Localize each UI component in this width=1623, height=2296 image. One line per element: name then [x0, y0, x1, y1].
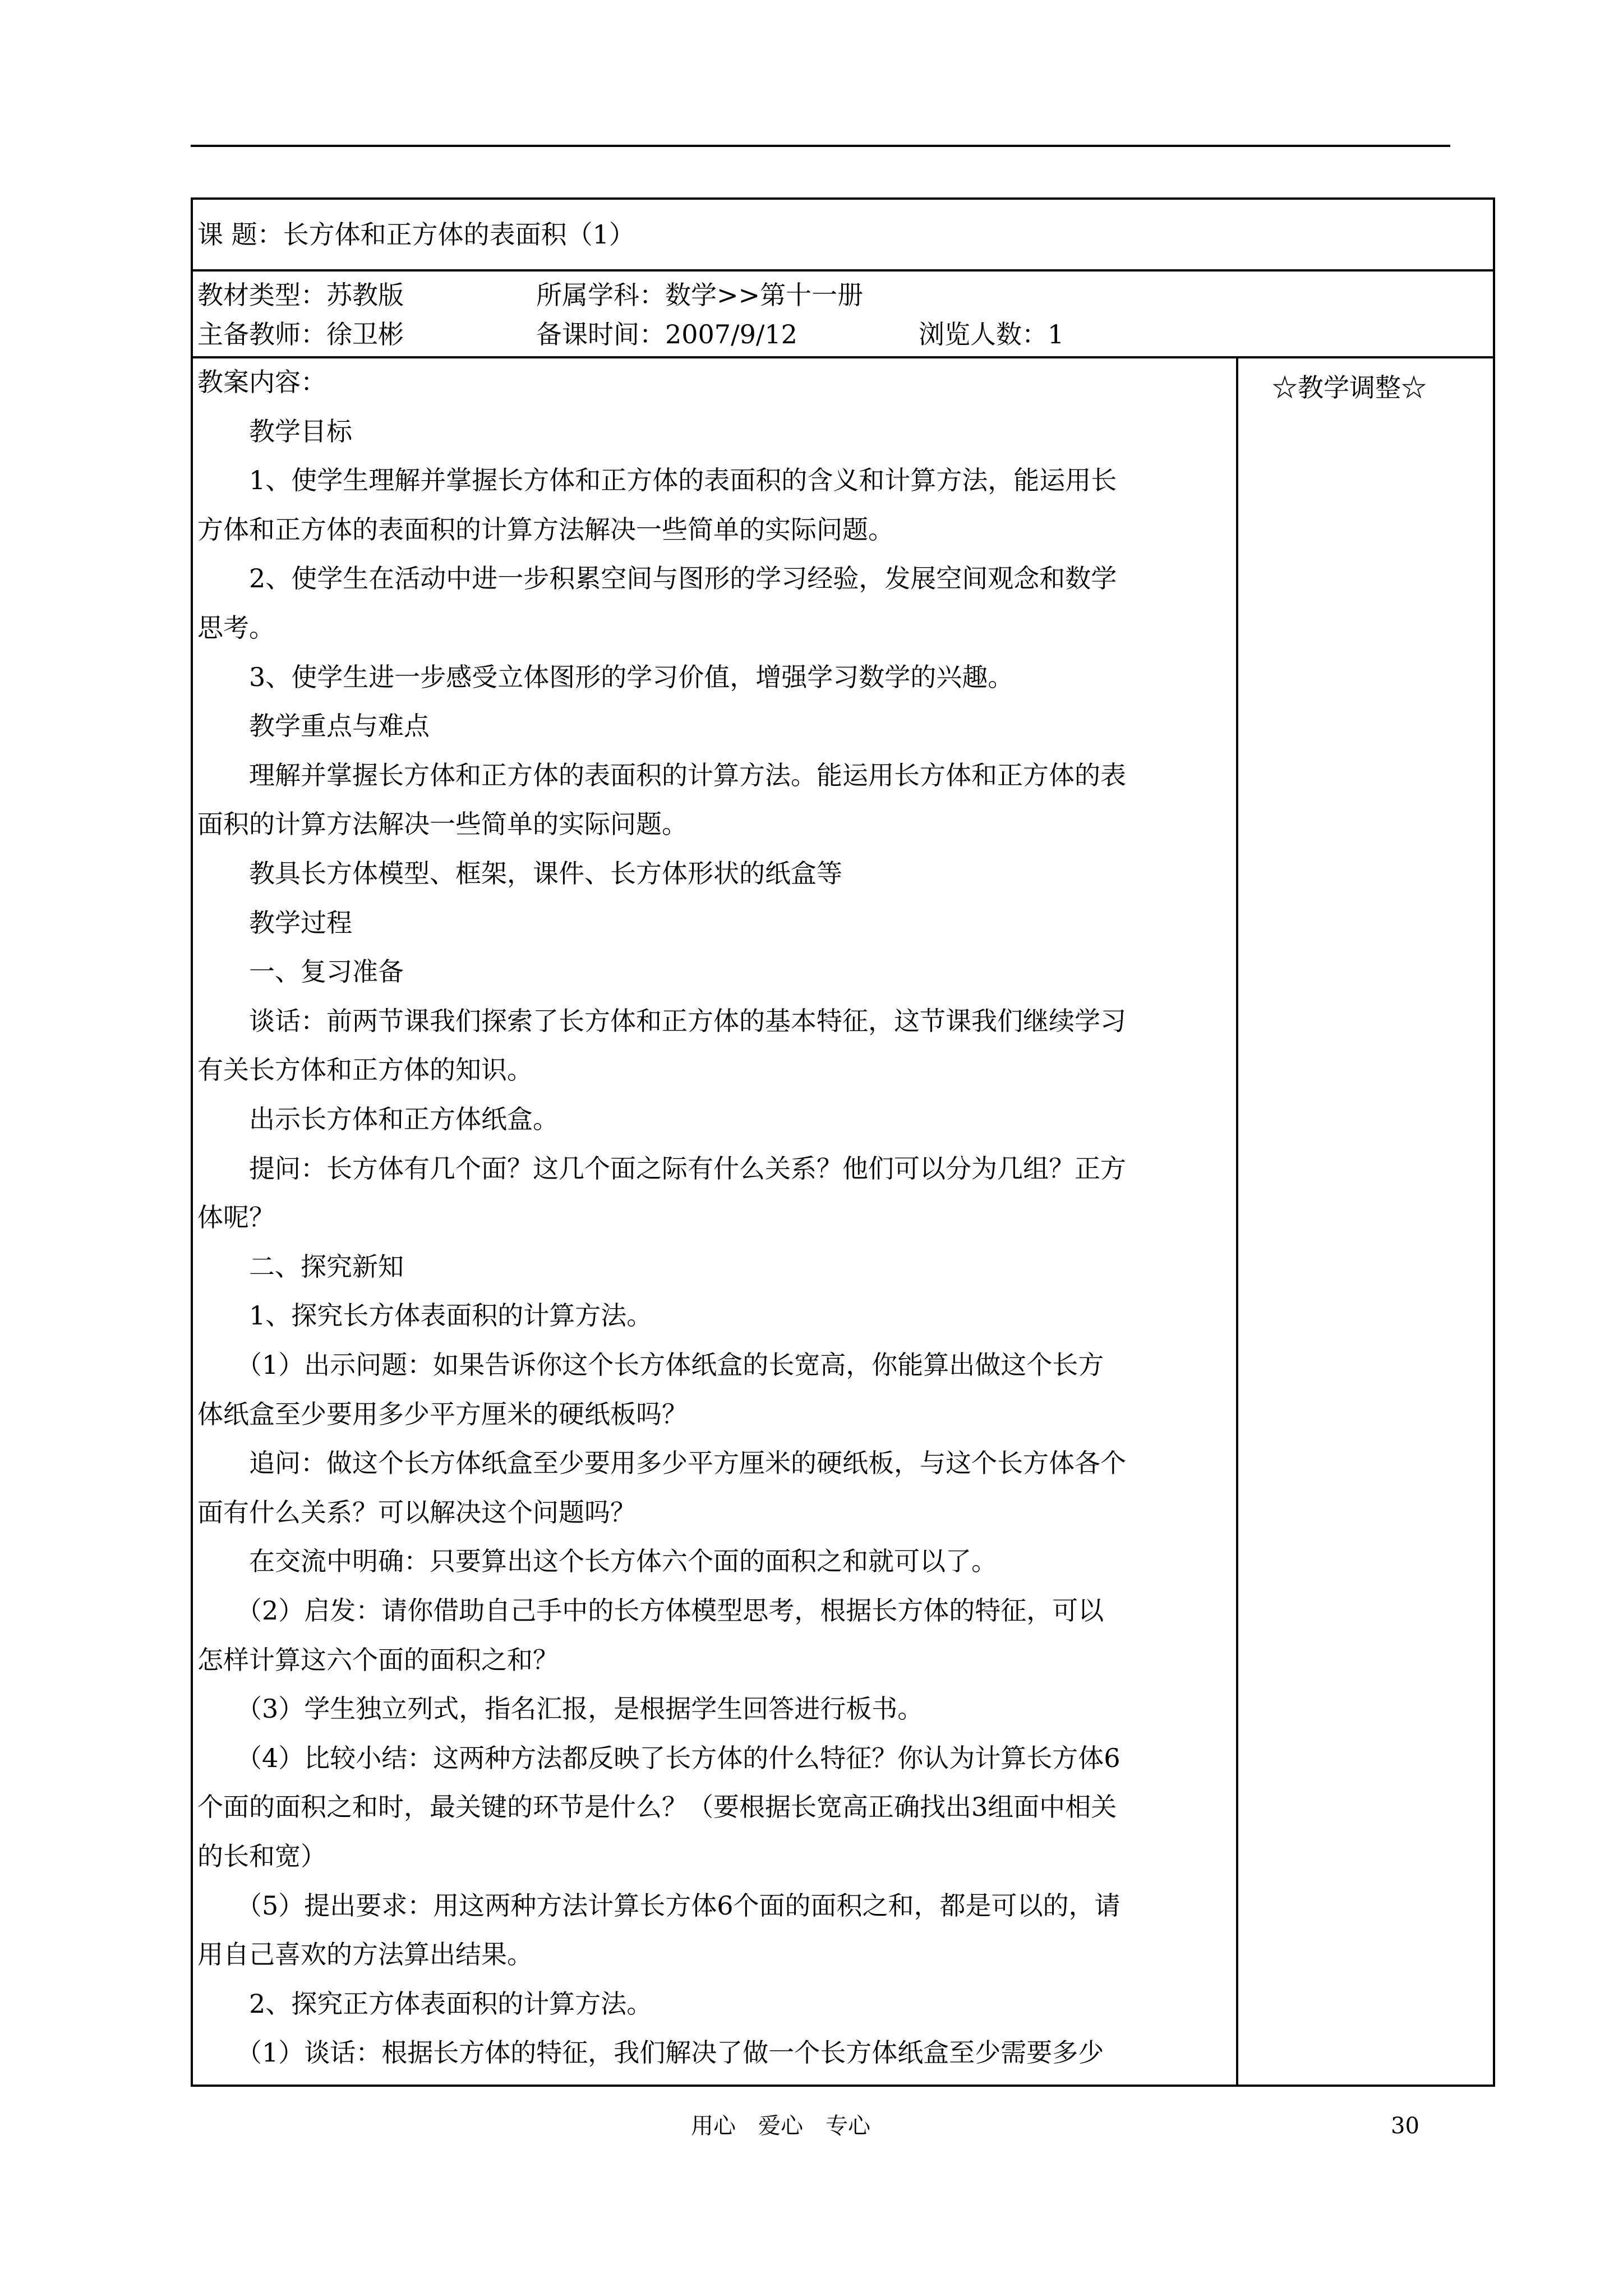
- content-line: 思考。: [197, 613, 275, 643]
- lesson-content: [193, 358, 1238, 2085]
- content-line: 3、使学生进一步感受立体图形的学习价值，增强学习数学的兴趣。: [197, 661, 1014, 692]
- content-line: 个面的面积之和时，最关键的环节是什么？（要根据长宽高正确找出3组面中相关: [197, 1792, 1117, 1823]
- title-row: [193, 200, 1493, 272]
- content-line: 出示长方体和正方体纸盒。: [197, 1104, 559, 1134]
- content-line: 谈话：前两节课我们探索了长方体和正方体的基本特征，这节课我们继续学习: [197, 1005, 1126, 1036]
- content-line: 教学目标: [197, 416, 352, 447]
- content-line: 2、使学生在活动中进一步积累空间与图形的学习经验，发展空间观念和数学: [197, 563, 1117, 594]
- content-line: （5）提出要求：用这两种方法计算长方体6个面的面积之和，都是可以的，请: [197, 1890, 1121, 1921]
- lesson-title: 课 题：长方体和正方体的表面积（1）: [197, 219, 635, 250]
- content-line: 用自己喜欢的方法算出结果。: [197, 1939, 533, 1970]
- view-count: 浏览人数：1: [919, 319, 1064, 349]
- content-line: 方体和正方体的表面积的计算方法解决一些简单的实际问题。: [197, 514, 894, 545]
- content-line: 怎样计算这六个面的面积之和？: [197, 1644, 559, 1675]
- content-line: （3）学生独立列式，指名汇报，是根据学生回答进行板书。: [197, 1694, 924, 1724]
- content-line: 教具长方体模型、框架，课件、长方体形状的纸盒等: [197, 858, 842, 889]
- content-line: （1）出示问题：如果告诉你这个长方体纸盒的长宽高，你能算出做这个长方: [197, 1350, 1104, 1380]
- content-line: 的长和宽）: [197, 1841, 326, 1871]
- adjustment-column: [1238, 358, 1493, 2085]
- lesson-plan-table: [191, 197, 1495, 2087]
- teacher: 主备教师：徐卫彬: [197, 319, 404, 349]
- content-line: 追问：做这个长方体纸盒至少要用多少平方厘米的硬纸板，与这个长方体各个: [197, 1448, 1126, 1479]
- content-line: 1、使学生理解并掌握长方体和正方体的表面积的含义和计算方法，能运用长: [197, 465, 1117, 496]
- header-rule: [191, 145, 1450, 147]
- content-line: 教学过程: [197, 907, 352, 938]
- content-line: 有关长方体和正方体的知识。: [197, 1055, 533, 1085]
- content-line: 教案内容：: [197, 367, 326, 397]
- adjustment-heading: ☆教学调整☆: [1272, 372, 1427, 403]
- content-line: 提问：长方体有几个面？这几个面之际有什么关系？他们可以分为几组？正方: [197, 1153, 1126, 1184]
- content-line: 2、探究正方体表面积的计算方法。: [197, 1988, 653, 2019]
- footer-motto: 用心 爱心 专心: [691, 2113, 870, 2139]
- content-line: 1、探究长方体表面积的计算方法。: [197, 1300, 653, 1331]
- subject: 所属学科：数学>>第十一册: [536, 280, 864, 310]
- content-line: 二、探究新知: [197, 1251, 404, 1282]
- content-line: 一、复习准备: [197, 956, 404, 987]
- prep-time: 备课时间：2007/9/12: [536, 319, 797, 349]
- textbook-type: 教材类型：苏教版: [197, 280, 404, 310]
- content-line: （1）谈话：根据长方体的特征，我们解决了做一个长方体纸盒至少需要多少: [197, 2037, 1104, 2068]
- content-line: 理解并掌握长方体和正方体的表面积的计算方法。能运用长方体和正方体的表: [197, 760, 1126, 790]
- content-row: [193, 358, 1493, 2085]
- page-number: 30: [1391, 2113, 1419, 2139]
- content-line: 面有什么关系？可以解决这个问题吗？: [197, 1497, 636, 1527]
- content-line: 体呢？: [197, 1202, 275, 1233]
- content-line: 体纸盒至少要用多少平方厘米的硬纸板吗？: [197, 1398, 688, 1429]
- meta-row: [193, 272, 1493, 358]
- content-line: （2）启发：请你借助自己手中的长方体模型思考，根据长方体的特征，可以: [197, 1595, 1104, 1626]
- content-line: 面积的计算方法解决一些简单的实际问题。: [197, 809, 688, 840]
- content-line: （4）比较小结：这两种方法都反映了长方体的什么特征？你认为计算长方体6: [197, 1742, 1121, 1773]
- content-line: 教学重点与难点: [197, 711, 430, 742]
- content-line: 在交流中明确：只要算出这个长方体六个面的面积之和就可以了。: [197, 1546, 997, 1577]
